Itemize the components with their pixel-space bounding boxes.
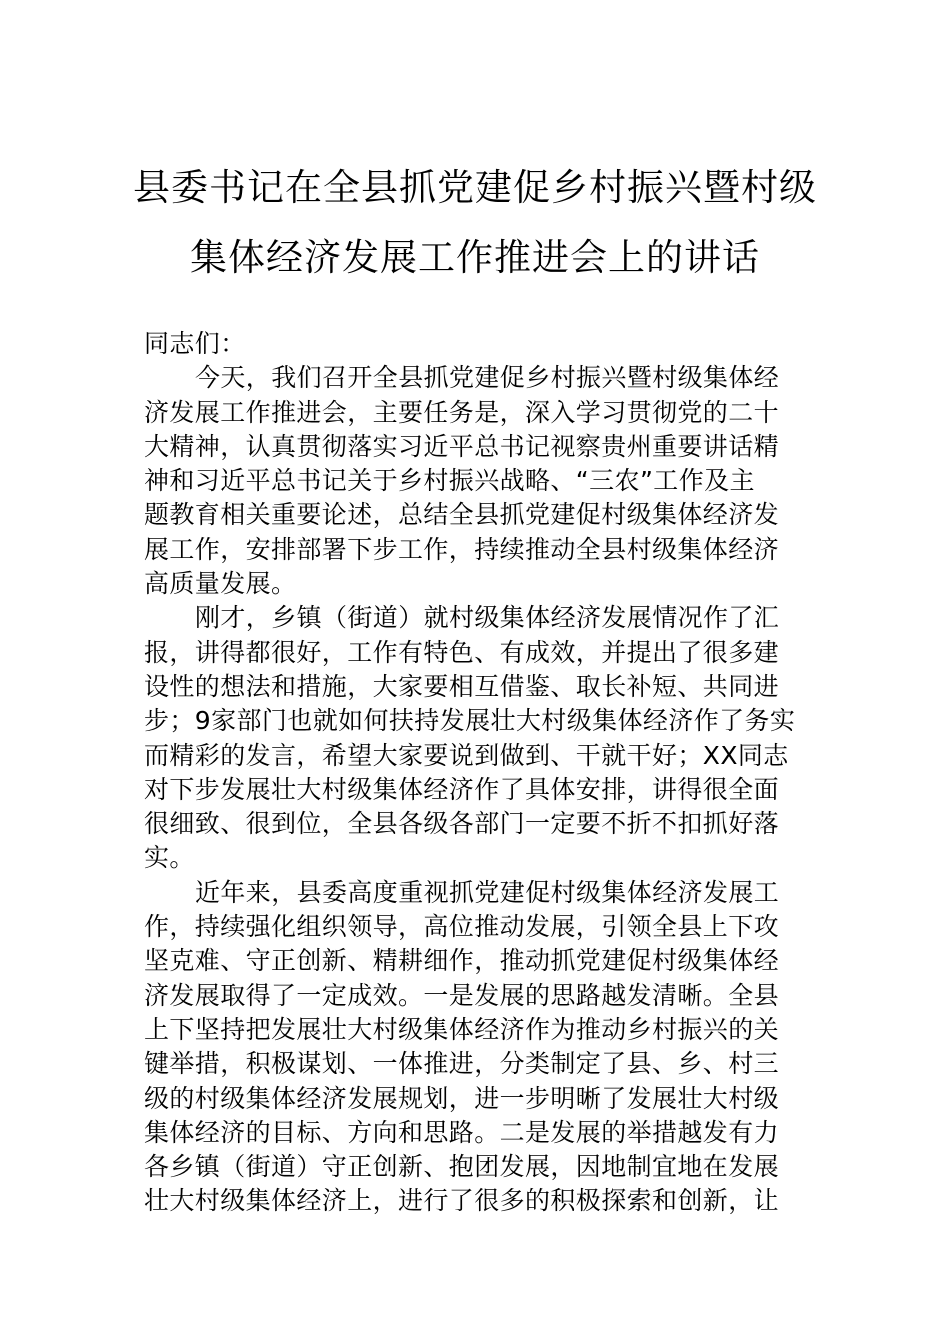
paragraph-2-line: 步；9家部门也就如何扶持发展壮大村级集体经济作了务实 (144, 706, 796, 736)
paragraph-1-line: 高质量发展。 (144, 569, 297, 599)
document-title-line-2: 集体经济发展工作推进会上的讲话 (190, 236, 760, 279)
document-body (144, 327, 808, 1219)
paragraph-2-line: 刚才，乡镇（街道）就村级集体经济发展情况作了汇 (195, 603, 780, 633)
paragraph-1-line: 神和习近平总书记关于乡村振兴战略、“三农”工作及主 (144, 466, 755, 496)
salutation: 同志们： (144, 329, 246, 358)
paragraph-3-line: 坚克难、守正创新、精耕细作，推动抓党建促村级集体经 (144, 946, 780, 976)
paragraph-3-line: 济发展取得了一定成效。一是发展的思路越发清晰。全县 (144, 980, 780, 1010)
paragraph-2-line: 而精彩的发言，希望大家要说到做到、干就干好；XX同志 (144, 740, 789, 770)
paragraph-1-line: 济发展工作推进会，主要任务是，深入学习贯彻党的二十 (144, 397, 780, 427)
paragraph-3-line: 作，持续强化组织领导，高位推动发展，引领全县上下攻 (144, 912, 780, 942)
paragraph-2-line: 实。 (144, 843, 195, 873)
paragraph-3-line: 近年来，县委高度重视抓党建促村级集体经济发展工 (195, 877, 780, 907)
paragraph-2-line: 对下步发展壮大村级集体经济作了具体安排，讲得很全面 (144, 774, 780, 804)
paragraph-3-line: 各乡镇（街道）守正创新、抱团发展，因地制宜地在发展 (144, 1152, 780, 1182)
paragraph-2-line: 很细致、很到位，全县各级各部门一定要不折不扣抓好落 (144, 809, 780, 839)
paragraph-1-line: 展工作，安排部署下步工作，持续推动全县村级集体经济 (144, 534, 780, 564)
paragraph-1-line: 大精神，认真贯彻落实习近平总书记视察贵州重要讲话精 (144, 431, 780, 461)
paragraph-3-line: 集体经济的目标、方向和思路。二是发展的举措越发有力 (144, 1117, 780, 1147)
paragraph-3-line: 壮大村级集体经济上，进行了很多的积极探索和创新，让 (144, 1186, 780, 1216)
document-title-line-1: 县委书记在全县抓党建促乡村振兴暨村级 (133, 166, 817, 209)
paragraph-2-line: 设性的想法和措施，大家要相互借鉴、取长补短、共同进 (144, 671, 780, 701)
paragraph-1-line: 题教育相关重要论述，总结全县抓党建促村级集体经济发 (144, 500, 780, 530)
paragraph-1-line: 今天，我们召开全县抓党建促乡村振兴暨村级集体经 (195, 363, 780, 393)
paragraph-3-line: 上下坚持把发展壮大村级集体经济作为推动乡村振兴的关 (144, 1014, 780, 1044)
paragraph-3-line: 级的村级集体经济发展规划，进一步明晰了发展壮大村级 (144, 1083, 780, 1113)
paragraph-2-line: 报，讲得都很好，工作有特色、有成效，并提出了很多建 (144, 637, 780, 667)
paragraph-3-line: 键举措，积极谋划、一体推进，分类制定了县、乡、村三 (144, 1049, 780, 1079)
